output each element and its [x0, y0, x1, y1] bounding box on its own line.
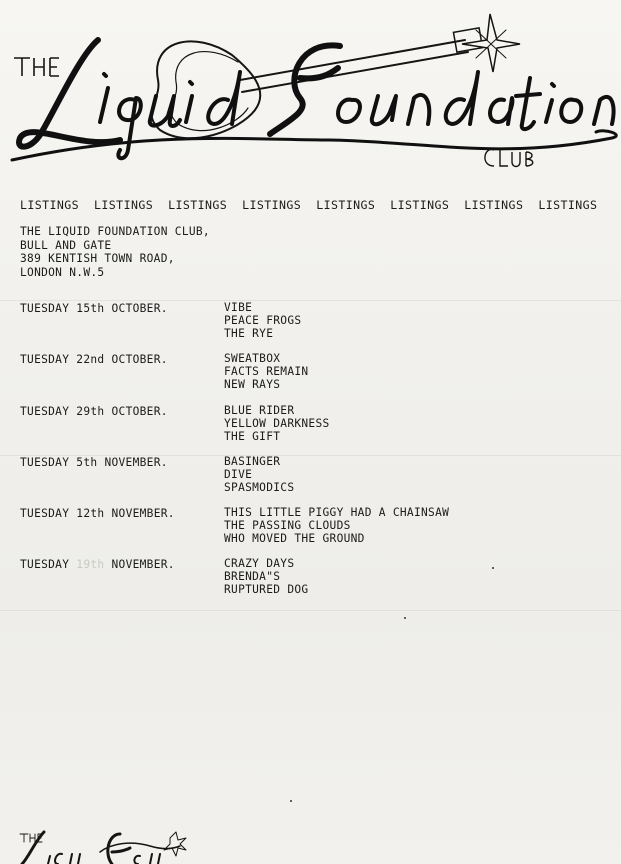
venue-city: LONDON N.W.5 [20, 265, 105, 279]
listings-banner [20, 198, 621, 214]
guitar-body-icon [151, 41, 260, 138]
listings-word: LISTINGS [316, 198, 376, 212]
gig-entry [20, 456, 610, 496]
listings-word: LISTINGS [242, 198, 302, 212]
band-name: BASINGER [224, 455, 281, 468]
gig-bands [224, 353, 308, 392]
band-name: RUPTURED DOG [224, 582, 309, 596]
venue-place: BULL AND GATE [20, 238, 112, 252]
listings-word: LISTINGS [390, 198, 450, 212]
gig-bands [224, 405, 330, 444]
band-name: FACTS REMAIN [224, 364, 309, 378]
ink-speck [290, 800, 292, 802]
band-name: BLUE RIDER [224, 404, 295, 417]
band-name: SWEATBOX [224, 352, 281, 365]
band-name: CRAZY DAYS [224, 557, 295, 570]
band-name: THE GIFT [224, 429, 281, 443]
band-name: YELLOW DARKNESS [224, 416, 330, 430]
band-name: DIVE [224, 467, 253, 481]
gig-date: TUESDAY 15th OCTOBER. [20, 302, 168, 315]
gig-bands [224, 558, 308, 597]
ink-speck [404, 617, 406, 619]
band-name: THE RYE [224, 326, 274, 340]
gig-entry [20, 353, 610, 393]
band-name: SPASMODICS [224, 480, 295, 494]
gig-bands [224, 507, 449, 546]
gig-date: TUESDAY 5th NOVEMBER. [20, 456, 168, 469]
venue-name: THE LIQUID FOUNDATION CLUB, [20, 225, 210, 238]
band-name: PEACE FROGS [224, 313, 302, 327]
venue-address [20, 225, 210, 279]
gig-entry [20, 507, 610, 547]
listings-word: LISTINGS [464, 198, 524, 212]
gig-bands [224, 302, 301, 341]
gig-date: TUESDAY 12th NOVEMBER. [20, 507, 175, 520]
gig-entry [20, 405, 610, 445]
gig-date: TUESDAY 29th OCTOBER. [20, 405, 168, 418]
band-name: THE PASSING CLOUDS [224, 518, 351, 532]
band-name: BRENDA"S [224, 569, 281, 583]
sparkle-star-icon [462, 14, 520, 72]
ink-speck [492, 567, 494, 569]
listings-word: LISTINGS [538, 198, 598, 212]
listings-word: LISTINGS [168, 198, 228, 212]
club-logo [0, 0, 621, 180]
paper-fold [0, 300, 621, 301]
band-name: VIBE [224, 301, 253, 314]
paper-fold [0, 610, 621, 611]
gig-entry [20, 302, 610, 342]
gig-entry [20, 558, 610, 598]
gig-bands [224, 456, 294, 495]
venue-street: 389 KENTISH TOWN ROAD, [20, 252, 175, 265]
listings-word: LISTINGS [94, 198, 154, 212]
gig-date: TUESDAY 22nd OCTOBER. [20, 353, 168, 366]
band-name: THIS LITTLE PIGGY HAD A CHAINSAW [224, 506, 450, 519]
listings-word: LISTINGS [20, 198, 80, 212]
band-name: WHO MOVED THE GROUND [224, 531, 365, 545]
band-name: NEW RAYS [224, 377, 281, 391]
club-logo-small [0, 818, 621, 864]
gig-date: TUESDAY 19th NOVEMBER. [20, 558, 175, 571]
